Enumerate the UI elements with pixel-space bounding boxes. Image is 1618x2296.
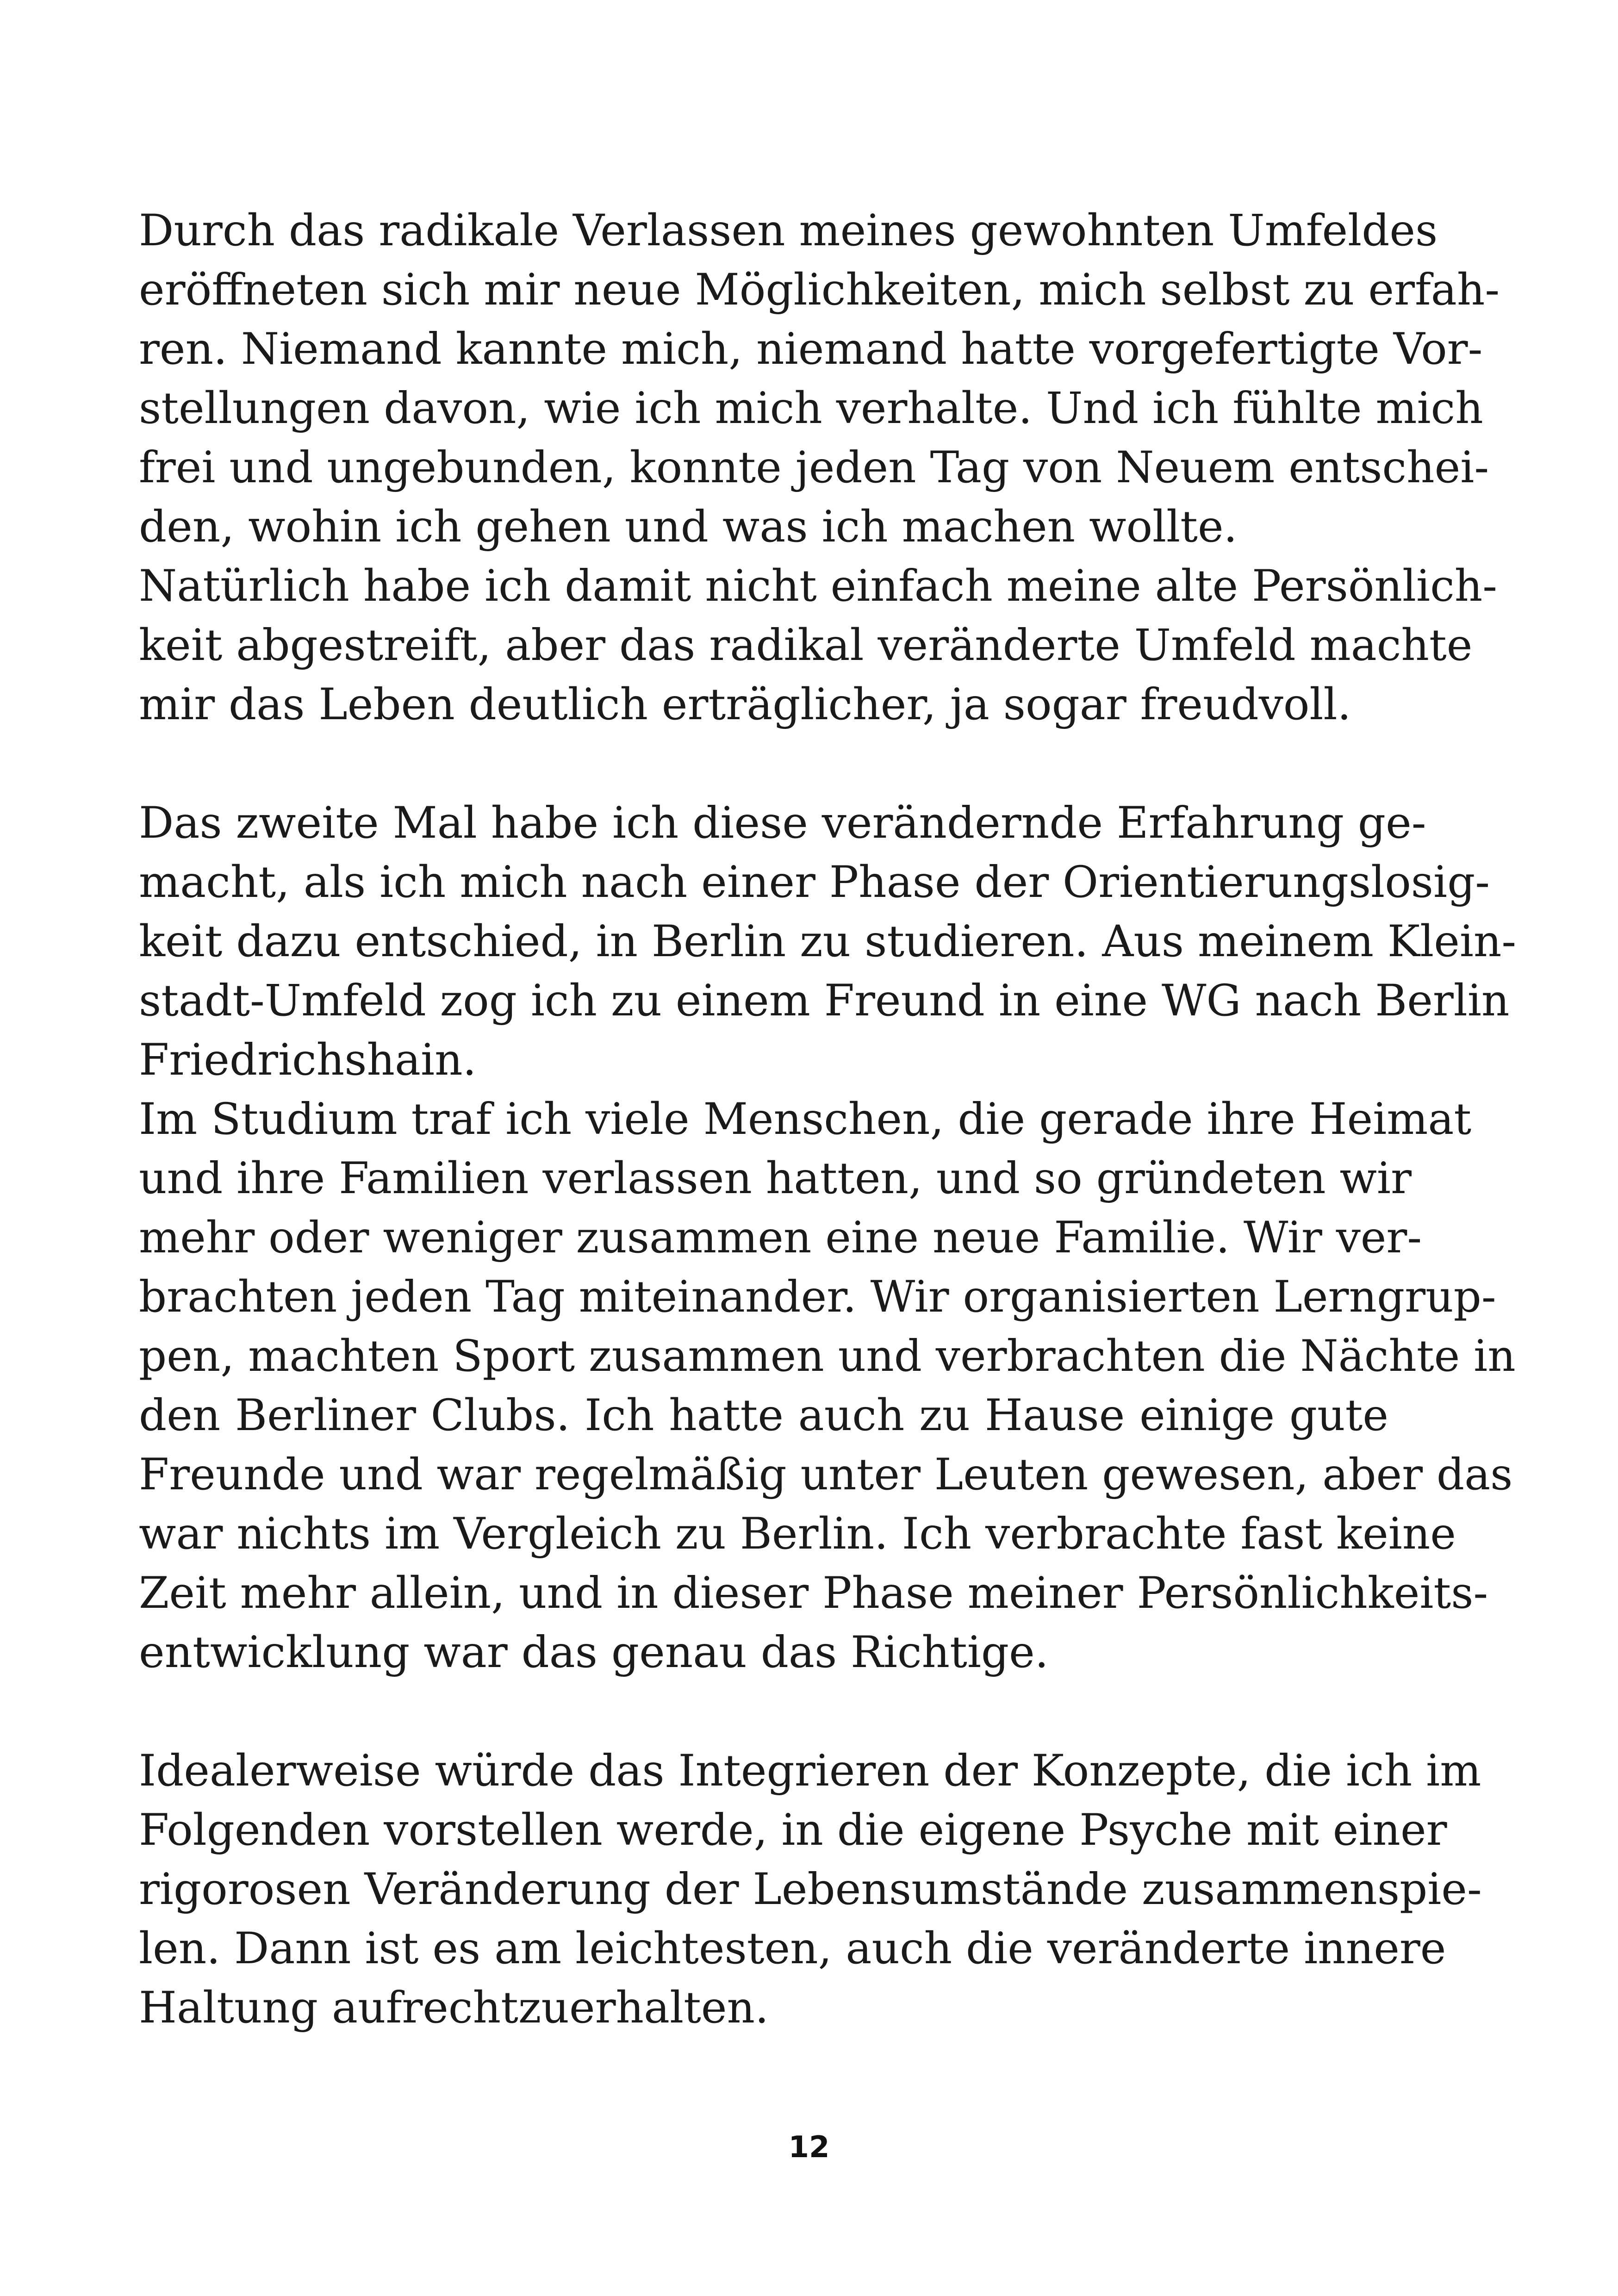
text-line: len. Dann ist es am leichtesten, auch die veränderte innere (139, 1923, 1446, 1974)
page-number: 12 (788, 2130, 830, 2165)
paragraph-3 (139, 794, 1517, 1090)
text-line: keit abgestreift, aber das radikal veränderte Umfeld machte (139, 620, 1473, 671)
text-line: eröffneten sich mir neue Möglichkeiten, mich selbst zu erfah- (139, 265, 1500, 315)
text-line: Im Studium traf ich viele Menschen, die gerade ihre Heimat (139, 1094, 1472, 1145)
paragraph-4 (139, 1090, 1516, 1682)
paragraph-1 (139, 201, 1500, 557)
text-line: Zeit mehr allein, und in dieser Phase meiner Persönlichkeits- (139, 1568, 1488, 1618)
paragraph-2 (139, 557, 1498, 734)
text-line: stellungen davon, wie ich mich verhalte. Und ich fühlte mich (139, 383, 1483, 434)
text-line: stadt-Umfeld zog ich zu einem Freund in eine WG nach Berlin (139, 976, 1510, 1026)
text-line: Freunde und war regelmäßig unter Leuten gewesen, aber das (139, 1450, 1513, 1500)
text-line: mir das Leben deutlich erträglicher, ja sogar freudvoll. (139, 679, 1351, 730)
text-line: entwicklung war das genau das Richtige. (139, 1627, 1049, 1678)
text-line: pen, machten Sport zusammen und verbrachten die Nächte in (139, 1331, 1516, 1381)
text-line: ren. Niemand kannte mich, niemand hatte vorgefertigte Vor- (139, 324, 1483, 374)
text-line: den, wohin ich gehen und was ich machen wollte. (139, 502, 1238, 552)
paragraph-5 (139, 1742, 1482, 2038)
text-line: macht, als ich mich nach einer Phase der Orientierungslosig- (139, 857, 1490, 908)
text-line: brachten jeden Tag miteinander. Wir organisierten Lerngrup- (139, 1272, 1496, 1322)
text-line: Natürlich habe ich damit nicht einfach meine alte Persönlich- (139, 561, 1498, 611)
text-line: Idealerweise würde das Integrieren der Konzepte, die ich im (139, 1746, 1481, 1796)
text-line: Friedrichshain. (139, 1035, 477, 1085)
text-line: war nichts im Vergleich zu Berlin. Ich verbrachte fast keine (139, 1509, 1456, 1559)
text-line: mehr oder weniger zusammen eine neue Familie. Wir ver- (139, 1213, 1422, 1263)
text-line: und ihre Familien verlassen hatten, und so gründeten wir (139, 1153, 1412, 1204)
text-line: Durch das radikale Verlassen meines gewohnten Umfeldes (139, 205, 1438, 256)
text-line: keit dazu entschied, in Berlin zu studieren. Aus meinem Klein- (139, 916, 1517, 967)
text-line: rigorosen Veränderung der Lebensumstände zusammenspie- (139, 1864, 1482, 1915)
text-line: Haltung aufrechtzuerhalten. (139, 1983, 769, 2033)
text-line: den Berliner Clubs. Ich hatte auch zu Hause einige gute (139, 1390, 1388, 1441)
text-line: Das zweite Mal habe ich diese verändernde Erfahrung ge- (139, 798, 1426, 848)
text-line: Folgenden vorstellen werde, in die eigene Psyche mit einer (139, 1805, 1447, 1855)
text-line: frei und ungebunden, konnte jeden Tag von Neuem entschei- (139, 442, 1489, 493)
